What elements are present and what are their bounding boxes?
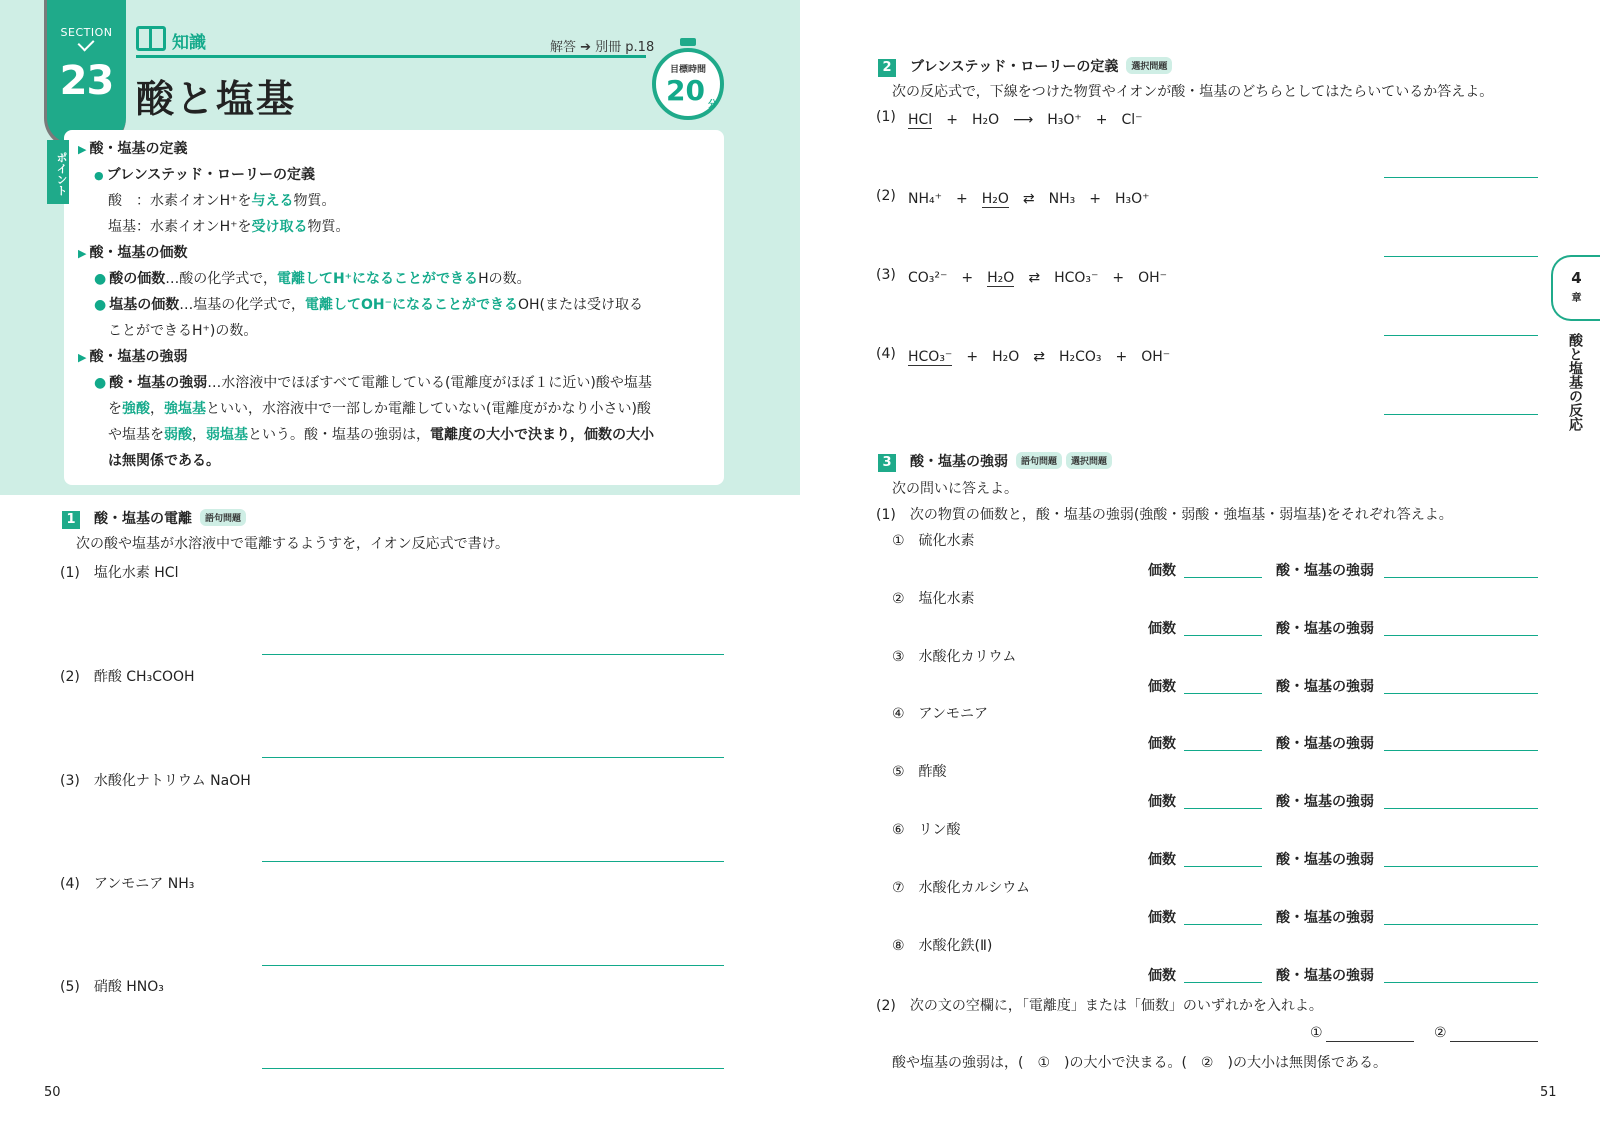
equation-term: H₂O bbox=[981, 191, 1009, 207]
equation-term: OH⁻ bbox=[1141, 349, 1171, 365]
chapter-label: 章 bbox=[1571, 293, 1582, 304]
valence-answer-line[interactable] bbox=[1184, 982, 1262, 983]
q1-number: 1 bbox=[62, 511, 80, 529]
point-box bbox=[64, 130, 724, 485]
point-line: ● 酸・塩基の強弱…水溶液中でほぼすべて電離している(電離度がほぼ１に近い)酸や塩基 bbox=[94, 372, 652, 392]
q1-heading bbox=[62, 508, 246, 529]
point-heading: ▶ 酸・塩基の価数 bbox=[78, 242, 187, 262]
equation-term: OH⁻ bbox=[1138, 270, 1168, 286]
q1-instruction: 次の酸や塩基が水溶液中で電離するようすを，イオン反応式で書け。 bbox=[76, 536, 510, 552]
page-title: 酸と塩基 bbox=[136, 77, 297, 121]
valence-answer-line[interactable] bbox=[1184, 635, 1262, 636]
equation-term: + bbox=[1115, 349, 1128, 365]
q2-equation-1 bbox=[908, 109, 1143, 129]
point-line: 酸 ：水素イオンH⁺を与える物質。 bbox=[108, 193, 336, 209]
section-label: SECTION bbox=[60, 26, 113, 39]
q1-item-3: (3) 水酸化ナトリウム NaOH bbox=[60, 773, 251, 789]
strength-answer-line[interactable] bbox=[1384, 924, 1538, 925]
strength-answer-line[interactable] bbox=[1384, 866, 1538, 867]
point-line: は無関係である。 bbox=[108, 453, 220, 469]
substance-name: ④ アンモニア bbox=[892, 706, 988, 723]
equation-term: H₂CO₃ bbox=[1058, 349, 1102, 365]
equation-term: H₃O⁺ bbox=[1115, 191, 1150, 207]
valence-answer-line[interactable] bbox=[1184, 693, 1262, 694]
equation-term: + bbox=[946, 112, 958, 128]
q1-item-1: (1) 塩化水素 HCl bbox=[60, 565, 179, 581]
q1-item-5: (5) 硝酸 HNO₃ bbox=[60, 979, 164, 995]
strength-label: 酸・塩基の強弱 bbox=[1276, 794, 1374, 811]
answer-line[interactable] bbox=[1384, 256, 1538, 257]
q3-tag: 選択問題 bbox=[1066, 452, 1112, 469]
q2-equation-2 bbox=[908, 188, 1150, 208]
chapter-tab bbox=[1551, 255, 1600, 321]
valence-label: 価数 bbox=[1148, 678, 1176, 695]
equation-term: + bbox=[1112, 270, 1125, 286]
book-icon bbox=[136, 26, 166, 51]
q3-sentence: 酸や塩基の強弱は，( ① )の大小で決まる。( ② )の大小は無関係である。 bbox=[892, 1055, 1387, 1071]
equilibrium-arrow-icon: ⇄ bbox=[1028, 270, 1041, 286]
section-badge bbox=[44, 0, 126, 148]
answer-line[interactable] bbox=[262, 1068, 724, 1069]
valence-label: 価数 bbox=[1148, 620, 1176, 637]
strength-answer-line[interactable] bbox=[1384, 750, 1538, 751]
equilibrium-arrow-icon: ⇄ bbox=[1022, 191, 1035, 207]
equation-term: + bbox=[1095, 112, 1108, 128]
answer-reference: 解答 ➔ 別冊 p.18 bbox=[550, 40, 655, 55]
substance-name: ① 硫化水素 bbox=[892, 533, 975, 549]
valence-label: 価数 bbox=[1148, 563, 1176, 579]
q2-item-2-label: (2) bbox=[876, 188, 896, 204]
point-line: ことができるH⁺)の数。 bbox=[108, 323, 258, 339]
substance-name: ③ 水酸化カリウム bbox=[892, 648, 1017, 665]
stopwatch-knob bbox=[680, 38, 696, 46]
q2-equation-3 bbox=[908, 267, 1167, 287]
valence-answer-line[interactable] bbox=[1184, 750, 1262, 751]
valence-answer-line[interactable] bbox=[1184, 924, 1262, 925]
blank-label-2: ② bbox=[1434, 1025, 1447, 1041]
q3-number: 3 bbox=[878, 454, 896, 472]
equation-term: HCO₃⁻ bbox=[908, 349, 953, 365]
valence-answer-line[interactable] bbox=[1184, 577, 1262, 578]
valence-answer-line[interactable] bbox=[1184, 866, 1262, 867]
q3-sub2: (2) 次の文の空欄に，「電離度」または「価数」のいずれかを入れよ。 bbox=[876, 998, 1323, 1014]
equation-term: + bbox=[966, 349, 979, 365]
answer-line[interactable] bbox=[1384, 177, 1538, 178]
q3-sub1: (1) 次の物質の価数と，酸・塩基の強弱(強酸・弱酸・強塩基・弱塩基)をそれぞれ答えよ。 bbox=[876, 507, 1453, 523]
valence-label: 価数 bbox=[1148, 909, 1176, 926]
equation-term: HCl bbox=[908, 112, 933, 128]
valence-label: 価数 bbox=[1148, 967, 1176, 984]
q3-title: 酸・塩基の強弱 bbox=[910, 454, 1008, 470]
blank-label-1: ① bbox=[1310, 1025, 1323, 1041]
equation-term: HCO₃⁻ bbox=[1054, 270, 1099, 286]
q1-title: 酸・塩基の電離 bbox=[94, 511, 192, 527]
equation-term: + bbox=[1089, 191, 1102, 207]
strength-label: 酸・塩基の強弱 bbox=[1276, 620, 1374, 637]
point-heading: ▶ 酸・塩基の強弱 bbox=[78, 346, 187, 366]
page-number-left: 50 bbox=[44, 1085, 61, 1100]
stopwatch-icon bbox=[652, 48, 724, 120]
equation-term: H₃O⁺ bbox=[1047, 112, 1082, 128]
strength-answer-line[interactable] bbox=[1384, 635, 1538, 636]
point-tab: ポイント bbox=[47, 140, 69, 204]
strength-answer-line[interactable] bbox=[1384, 693, 1538, 694]
answer-line[interactable] bbox=[262, 965, 724, 966]
q2-title: ブレンステッド・ローリーの定義 bbox=[910, 59, 1119, 75]
answer-line[interactable] bbox=[1326, 1041, 1414, 1042]
right-arrow-icon: ⟶ bbox=[1013, 112, 1034, 128]
valence-answer-line[interactable] bbox=[1184, 808, 1262, 809]
equation-term: CO₃²⁻ bbox=[908, 270, 948, 286]
point-subheading bbox=[94, 164, 315, 184]
point-line: を強酸，強塩基といい，水溶液中で一部しか電離していない(電離度がかなり小さい)酸 bbox=[108, 401, 651, 417]
timer-label: 目標時間 bbox=[669, 65, 706, 75]
point-line: ● 塩基の価数…塩基の化学式で，電離してOH⁻になることができるOH(または受け取る bbox=[94, 294, 643, 314]
q2-equation-4 bbox=[908, 346, 1170, 366]
point-heading: ▶ 酸・塩基の定義 bbox=[78, 138, 187, 158]
substance-name: ⑥ リン酸 bbox=[892, 822, 961, 838]
point-text: ブレンステッド・ローリーの定義 bbox=[106, 167, 315, 183]
strength-label: 酸・塩基の強弱 bbox=[1276, 909, 1374, 926]
answer-line[interactable] bbox=[262, 757, 724, 758]
equation-term: + bbox=[961, 270, 974, 286]
q2-item-3-label: (3) bbox=[876, 267, 896, 283]
answer-line[interactable] bbox=[262, 654, 724, 655]
q2-instruction: 次の反応式で，下線をつけた物質やイオンが酸・塩基のどちらとしてはたらいているか答えよ。 bbox=[892, 84, 1494, 100]
answer-line[interactable] bbox=[1384, 414, 1538, 415]
q2-number: 2 bbox=[878, 59, 896, 77]
valence-label: 価数 bbox=[1148, 736, 1176, 753]
strength-label: 酸・塩基の強弱 bbox=[1276, 852, 1374, 868]
page-number-right: 51 bbox=[1540, 1085, 1557, 1100]
point-line: 塩基：水素イオンH⁺を受け取る物質。 bbox=[108, 219, 350, 235]
strength-label: 酸・塩基の強弱 bbox=[1276, 736, 1374, 753]
answer-line[interactable] bbox=[1450, 1041, 1538, 1042]
answer-line[interactable] bbox=[1384, 335, 1538, 336]
equation-term: Cl⁻ bbox=[1121, 112, 1143, 128]
q3-tag: 語句問題 bbox=[1016, 452, 1062, 469]
q2-item-1-label: (1) bbox=[876, 109, 896, 125]
equation-term: H₂O bbox=[992, 349, 1020, 365]
strength-answer-line[interactable] bbox=[1384, 808, 1538, 809]
equilibrium-arrow-icon: ⇄ bbox=[1033, 349, 1045, 365]
strength-label: 酸・塩基の強弱 bbox=[1276, 678, 1374, 695]
q1-item-2: (2) 酢酸 CH₃COOH bbox=[60, 669, 195, 685]
timer-unit: 分 bbox=[708, 100, 718, 110]
strength-label: 酸・塩基の強弱 bbox=[1276, 563, 1374, 579]
q2-item-4-label: (4) bbox=[876, 346, 896, 362]
q3-instruction: 次の問いに答えよ。 bbox=[892, 481, 1018, 497]
knowledge-label: 知識 bbox=[172, 33, 206, 53]
valence-label: 価数 bbox=[1148, 852, 1176, 868]
answer-line[interactable] bbox=[262, 861, 724, 862]
q1-item-4: (4) アンモニア NH₃ bbox=[60, 876, 195, 892]
valence-label: 価数 bbox=[1148, 794, 1176, 811]
substance-name: ⑦ 水酸化カルシウム bbox=[892, 879, 1031, 896]
substance-name: ⑧ 水酸化鉄(Ⅱ) bbox=[892, 937, 993, 954]
point-line: や塩基を弱酸，弱塩基という。酸・塩基の強弱は，電離度の大小で決まり，価数の大小 bbox=[108, 427, 654, 443]
point-line: ● 酸の価数…酸の化学式で，電離してH⁺になることができるHの数。 bbox=[94, 268, 531, 288]
q3-heading bbox=[878, 451, 1112, 472]
q2-heading bbox=[878, 56, 1172, 77]
section-number: 23 bbox=[59, 58, 114, 104]
q2-tag: 選択問題 bbox=[1126, 57, 1172, 74]
strength-answer-line[interactable] bbox=[1384, 982, 1538, 983]
equation-term: NH₃ bbox=[1048, 191, 1076, 207]
substance-name: ② 塩化水素 bbox=[892, 590, 975, 607]
substance-name: ⑤ 酢酸 bbox=[892, 764, 947, 781]
strength-answer-line[interactable] bbox=[1384, 577, 1538, 578]
equation-term: NH₄⁺ bbox=[908, 191, 943, 207]
timer-value: 20 bbox=[666, 74, 705, 107]
header-rule bbox=[136, 55, 646, 58]
strength-label: 酸・塩基の強弱 bbox=[1276, 967, 1374, 984]
equation-term: + bbox=[956, 191, 968, 207]
q1-tag: 語句問題 bbox=[200, 509, 246, 526]
chapter-number: 4 bbox=[1571, 269, 1582, 287]
equation-term: H₂O bbox=[987, 270, 1015, 286]
equation-term: H₂O bbox=[971, 112, 1000, 128]
chapter-title: 酸と塩基の反応 bbox=[1567, 333, 1583, 431]
